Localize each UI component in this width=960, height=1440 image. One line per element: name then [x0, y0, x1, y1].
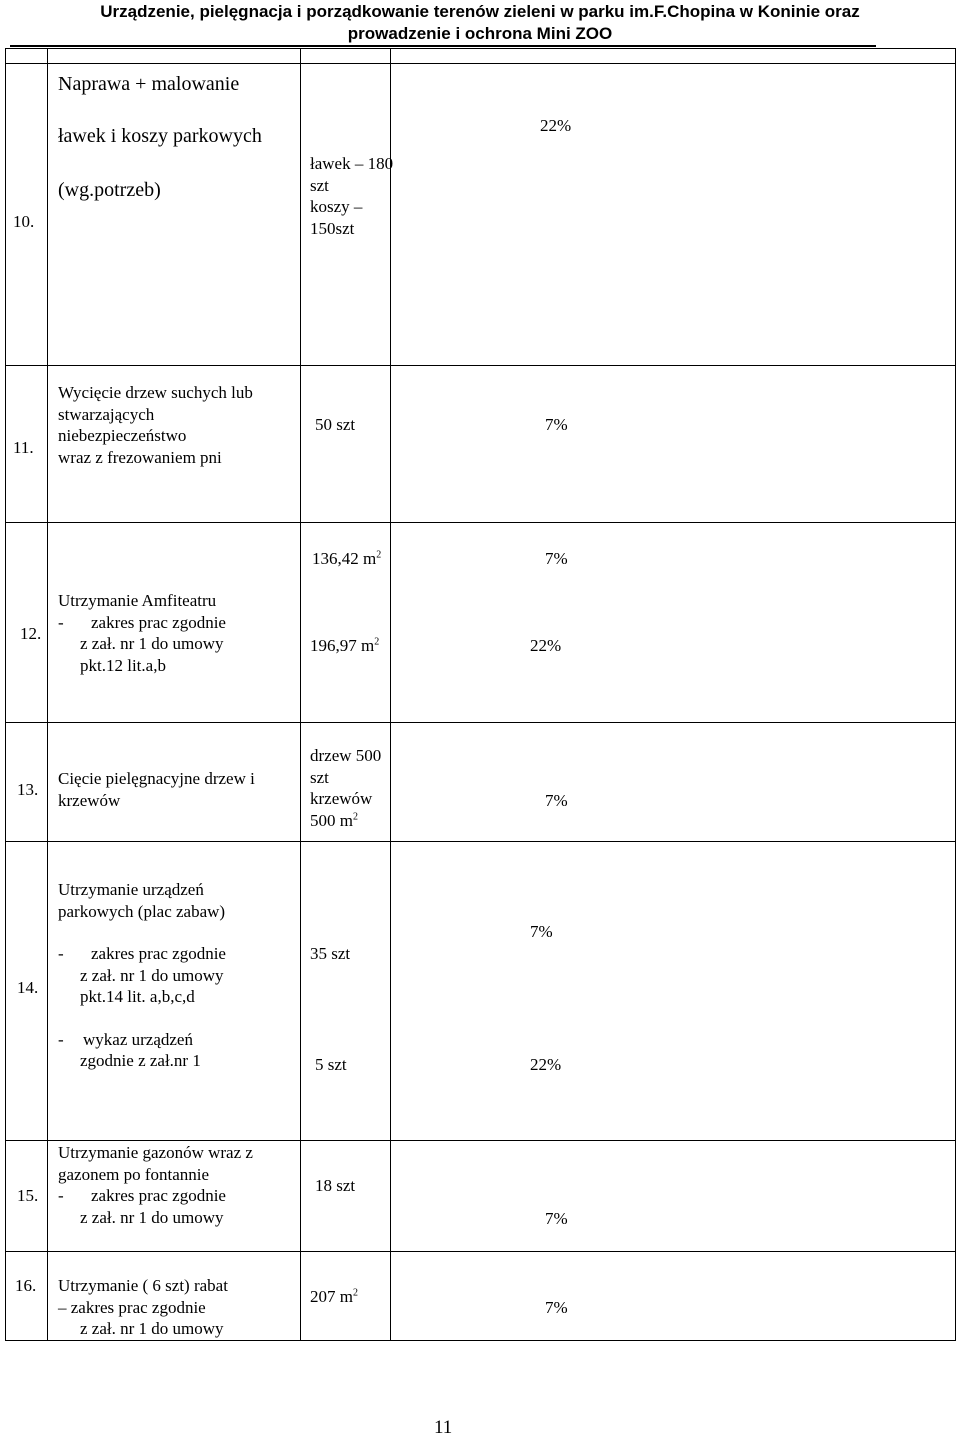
vat-rate: 7% — [530, 922, 553, 941]
table-border-col2 — [300, 48, 301, 1341]
row-number: 10. — [13, 212, 35, 231]
vat-rate: 7% — [545, 415, 568, 434]
document-header — [0, 0, 960, 45]
row-separator — [5, 722, 956, 723]
vat-rate: 22% — [540, 116, 572, 135]
header-line-1: Urządzenie, pielęgnacja i porządkowanie terenów zieleni w parku im.F.Chopina w Koninie oraz — [100, 2, 860, 21]
service-quantity: 207 $m^2$ — [310, 1287, 358, 1306]
list-dash: - — [58, 1186, 64, 1205]
service-description: (wg.potrzeb) — [58, 179, 161, 201]
row-number: 12. — [20, 624, 42, 643]
vat-rate: 7% — [545, 1209, 568, 1228]
vat-rate: 7% — [545, 549, 568, 568]
vat-rate: 7% — [545, 791, 568, 810]
vat-rate: 22% — [530, 1055, 562, 1074]
service-description: Utrzymanie gazonów wraz z gazonem po fontannie - zakres prac zgodnie z zał. nr 1 do umowy — [58, 1143, 253, 1227]
row-number: 16. — [15, 1276, 37, 1295]
service-quantity: 5 szt — [315, 1055, 347, 1074]
list-dash: - — [58, 1029, 64, 1049]
service-quantity: ławek – 180 szt koszy – 150szt — [310, 154, 394, 238]
service-description: Wycięcie drzew suchych lub stwarzających niebezpieczeństwo wraz z frezowaniem pni — [58, 383, 253, 467]
service-description: Utrzymanie Amfiteatru - zakres prac zgodnie z zał. nr 1 do umowy pkt.12 lit.a,b — [58, 591, 226, 675]
row-separator — [5, 63, 956, 64]
service-quantity: 18 szt — [315, 1176, 356, 1195]
row-separator — [5, 841, 956, 842]
page-number: 11 — [434, 1417, 453, 1438]
service-description: ławek i koszy parkowych — [58, 125, 262, 147]
table-border-right — [955, 48, 956, 1341]
table-border-col3 — [390, 48, 391, 1341]
row-separator — [5, 522, 956, 523]
header-rule — [10, 45, 876, 47]
list-dash: - — [58, 612, 64, 632]
service-description: Naprawa + malowanie — [58, 73, 240, 95]
service-quantity: 196,97 $m^2$ — [310, 636, 380, 655]
vat-rate: 22% — [530, 636, 562, 655]
list-dash: - — [58, 944, 64, 963]
row-number: 11. — [13, 438, 34, 457]
row-number: 14. — [17, 978, 39, 997]
service-description: Cięcie pielęgnacyjne drzew i krzewów — [58, 769, 255, 810]
row-number: 15. — [17, 1186, 39, 1205]
table-border-left — [5, 48, 6, 1341]
row-number: 13. — [17, 780, 39, 799]
row-separator — [5, 1251, 956, 1252]
table-outer-top — [5, 48, 956, 49]
table-border-col1 — [47, 48, 48, 1341]
row-separator — [5, 365, 956, 366]
header-line-2: prowadzenie i ochrona Mini ZOO — [347, 24, 613, 43]
service-description: Utrzymanie urządzeń parkowych (plac zabaw) - zakres prac zgodnie z zał. nr 1 do umowy pkt.14 lit. a,b,c,d - wykaz urządzeń zgodnie z zał.nr 1 — [58, 880, 226, 1070]
service-description: Utrzymanie ( 6 szt) rabat – zakres prac zgodnie z zał. nr 1 do umowy — [58, 1276, 228, 1338]
vat-rate: 7% — [545, 1298, 568, 1317]
row-separator — [5, 1340, 956, 1341]
service-quantity: 136,42 $m^2$ — [312, 549, 382, 568]
service-quantity: 50 szt — [315, 415, 356, 434]
service-quantity: drzew 500 szt krzewów 500 $m^2$ — [310, 746, 382, 830]
row-separator — [5, 1140, 956, 1141]
service-quantity: 35 szt — [310, 944, 351, 963]
